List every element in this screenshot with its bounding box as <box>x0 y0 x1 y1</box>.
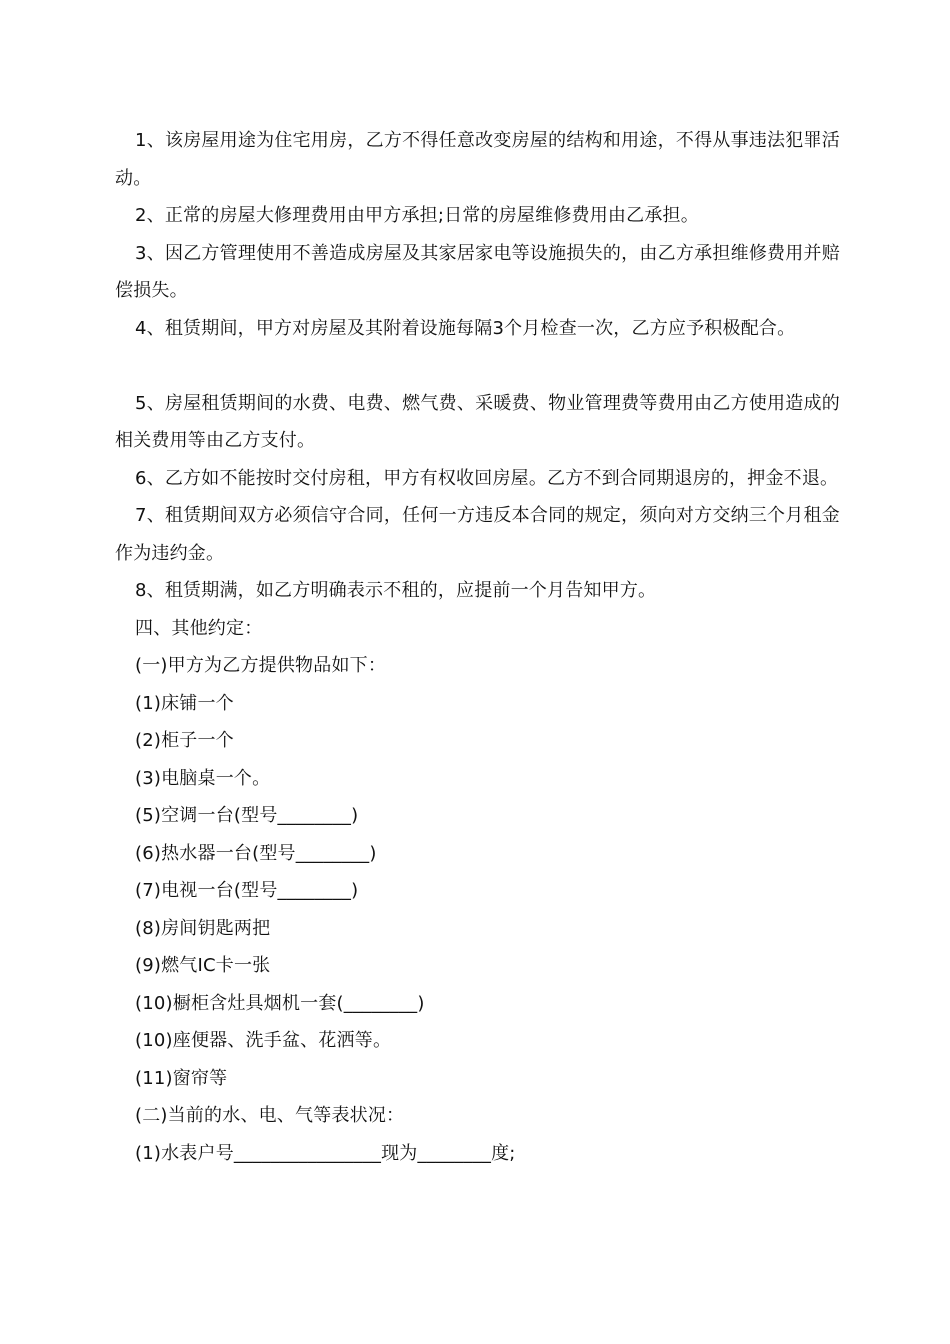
item-television: (7)电视一台(型号________) <box>135 880 359 901</box>
subsection-meter-status: (二)当前的水、电、气等表状况： <box>135 1105 405 1126</box>
clause-6: 6、乙方如不能按时交付房租，甲方有权收回房屋。乙方不到合同期退房的，押金不退。 <box>135 467 839 489</box>
clause-8: 8、租赁期满，如乙方明确表示不租的，应提前一个月告知甲方。 <box>135 580 657 601</box>
item-air-conditioner: (5)空调一台(型号________) <box>135 805 359 826</box>
blank-line <box>115 347 840 385</box>
clause-5: 5、房屋租赁期间的水费、电费、燃气费、采暖费、物业管理费等费用由乙方使用造成的相关费用等由乙方支付。 <box>115 392 840 451</box>
item-gas-ic-card: (9)燃气IC卡一张 <box>135 955 271 976</box>
clause-2: 2、正常的房屋大修理费用由甲方承担;日常的房屋维修费用由乙承担。 <box>135 205 699 226</box>
item-kitchen-cabinet: (10)橱柜含灶具烟机一套(________) <box>135 992 425 1014</box>
item-water-heater: (6)热水器一台(型号________) <box>135 842 377 864</box>
item-computer-desk: (3)电脑桌一个。 <box>135 767 271 789</box>
item-bed: (1)床铺一个 <box>135 692 234 714</box>
item-bathroom-fixtures: (10)座便器、洗手盆、花洒等。 <box>135 1030 392 1051</box>
subsection-items-provided: (一)甲方为乙方提供物品如下： <box>135 655 387 676</box>
section-heading-other-terms: 四、其他约定： <box>135 617 263 639</box>
clause-1: 1、该房屋用途为住宅用房，乙方不得任意改变房屋的结构和用途，不得从事违法犯罪活动。 <box>115 130 840 189</box>
clause-4: 4、租赁期间，甲方对房屋及其附着设施每隔3个月检查一次，乙方应予积极配合。 <box>135 317 796 339</box>
clause-7: 7、租赁期间双方必须信守合同，任何一方违反本合同的规定，须向对方交纳三个月租金作为违约金。 <box>115 505 840 564</box>
item-room-keys: (8)房间钥匙两把 <box>135 917 271 939</box>
document-body <box>115 122 840 1172</box>
item-curtains: (11)窗帘等 <box>135 1067 228 1089</box>
item-cabinet: (2)柜子一个 <box>135 730 234 751</box>
water-meter-line: (1)水表户号________________现为________度; <box>135 1142 516 1164</box>
clause-3: 3、因乙方管理使用不善造成房屋及其家居家电等设施损失的，由乙方承担维修费用并赔偿损失。 <box>115 242 840 301</box>
